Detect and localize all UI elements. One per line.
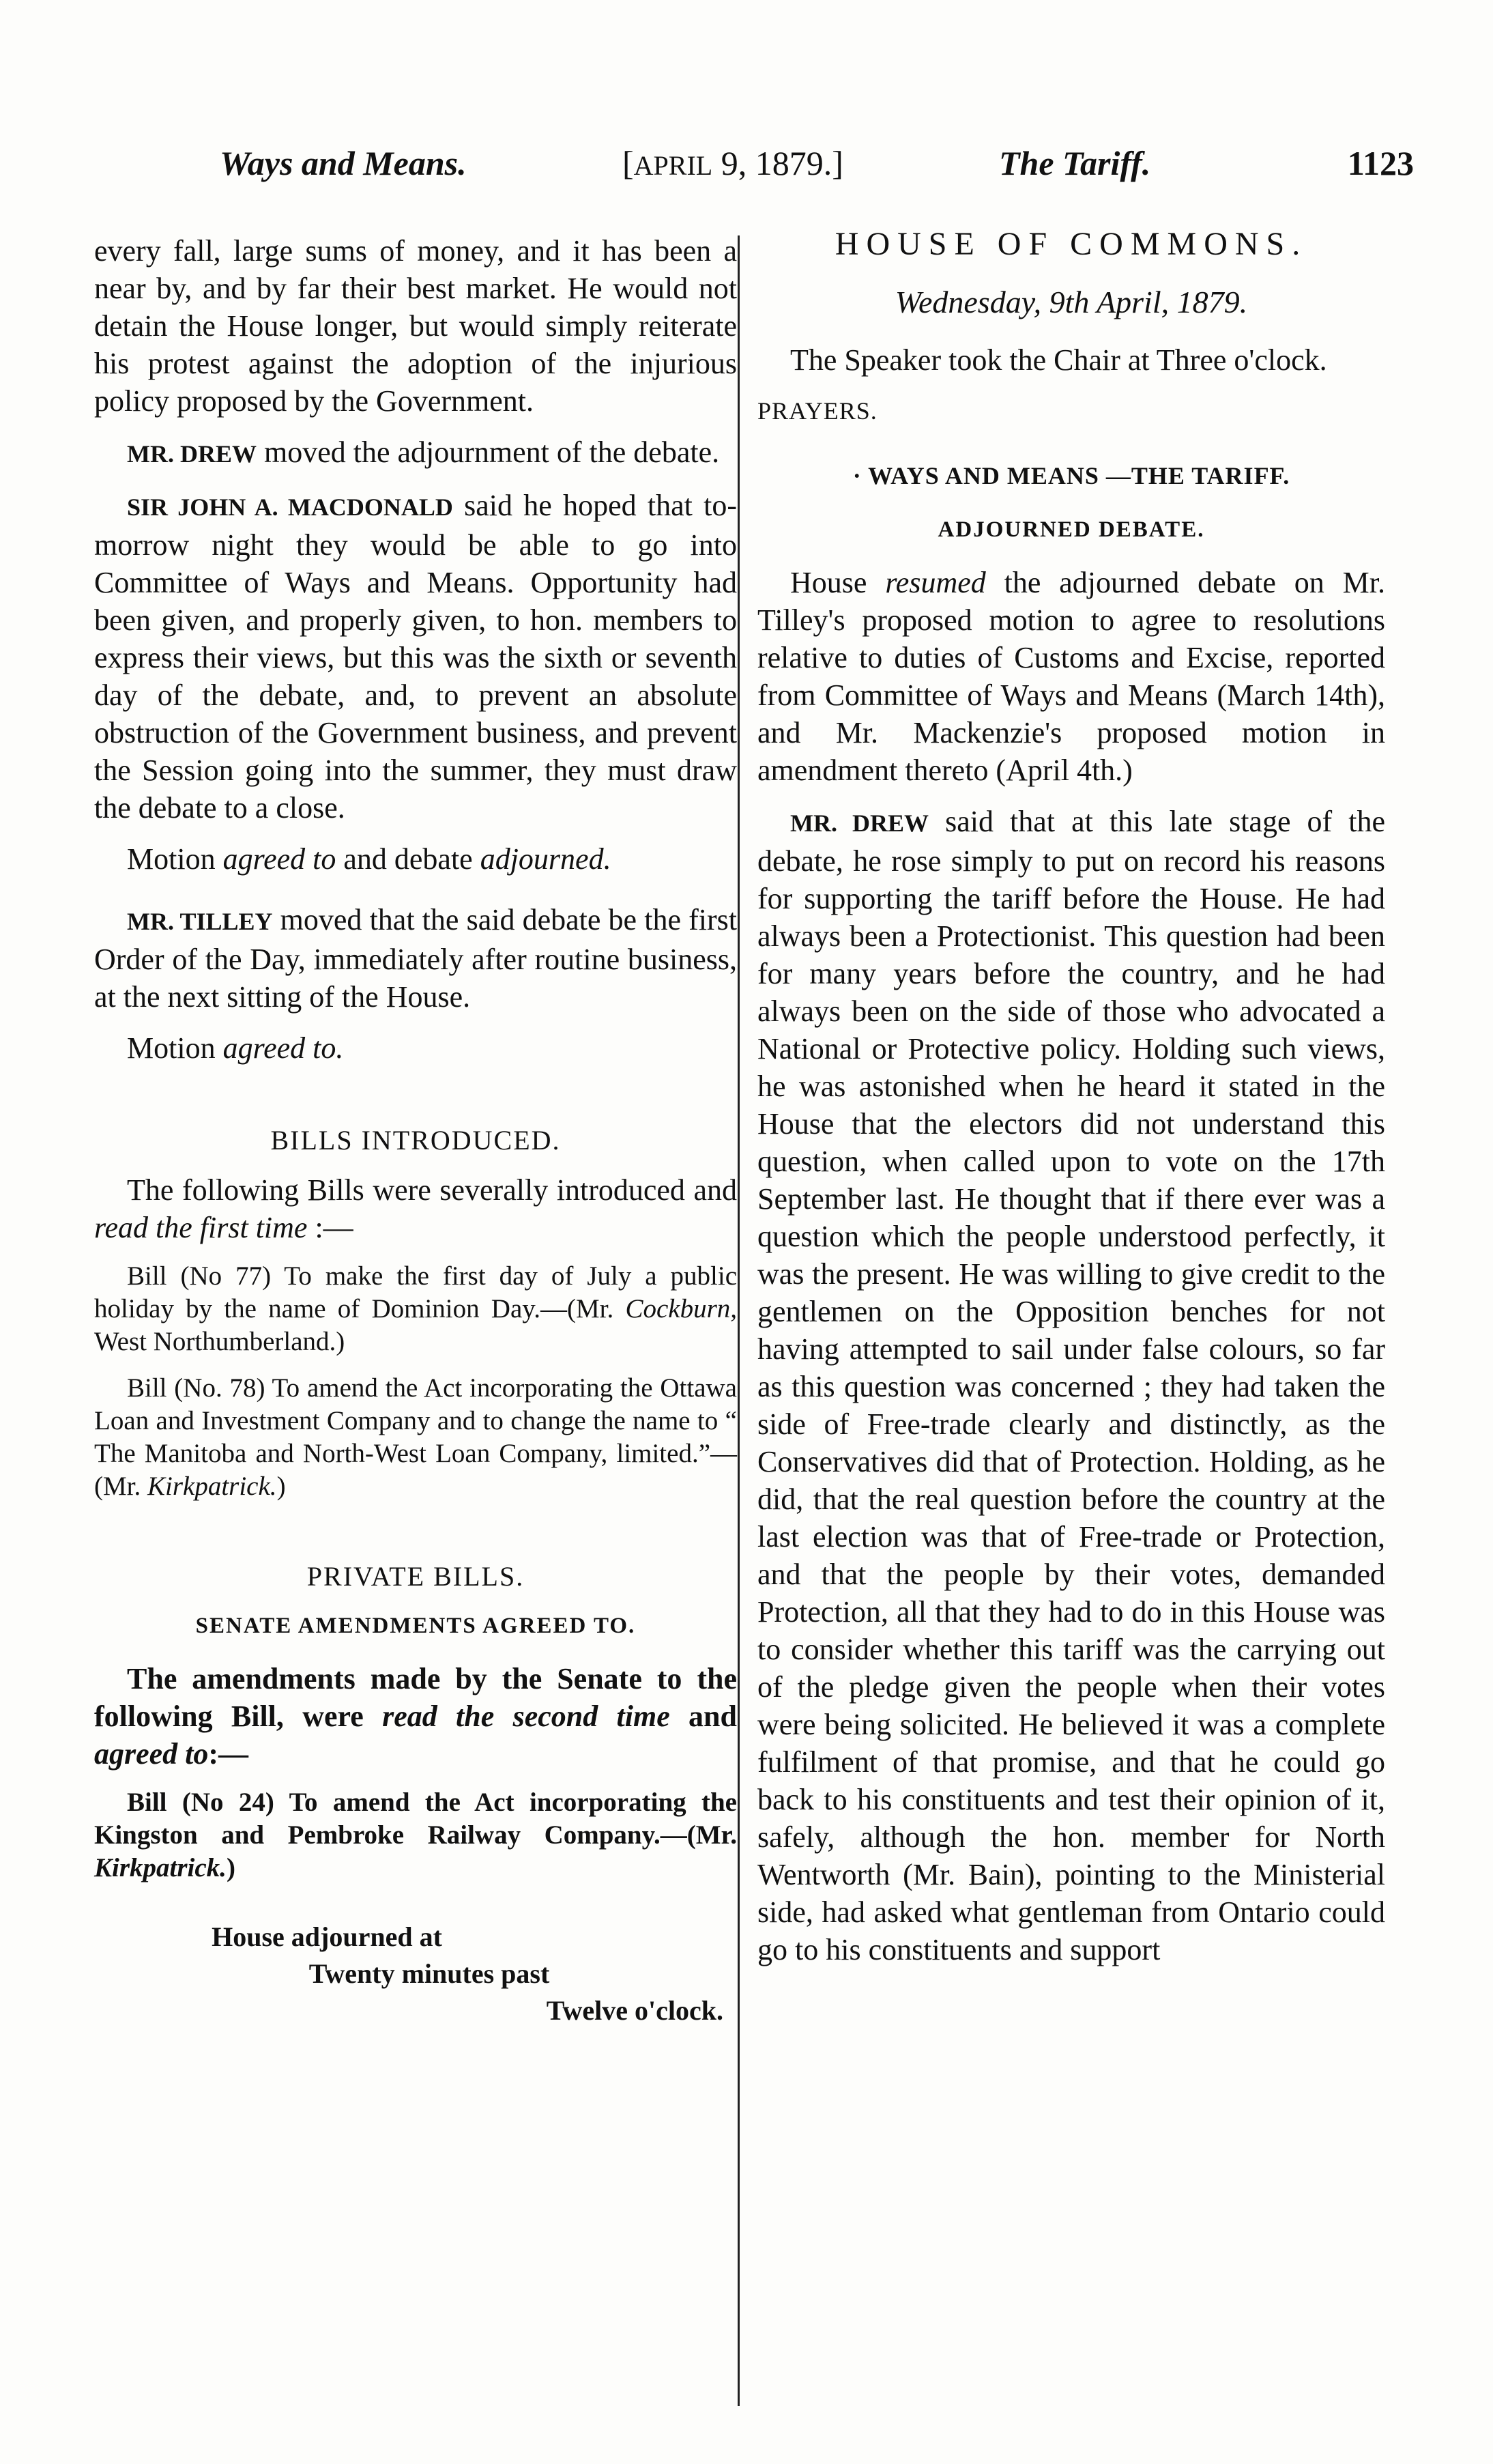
header-topic: The Tariff. — [999, 144, 1151, 182]
house-adjourned-note: House adjourned at Twenty minutes past Twelve o'clock. — [212, 1921, 723, 2026]
speaker-name: MR. DREW — [790, 810, 929, 837]
motion-adjourned: Motion agreed to and debate adjourned. — [127, 842, 611, 876]
left-column — [94, 232, 737, 2029]
column-divider — [738, 235, 740, 2406]
drew-motion: MR. DREW moved the adjournment of the debate. — [127, 435, 720, 469]
speaker-name: MR. DREW — [127, 440, 257, 468]
drew-speech: MR. DREW said that at this late stage of the debate, he rose simply to put on record his reasons for supporting the tariff before the House. He had always been a Protectionist. This question had been for many years before the country, and he had always been on the side of those who advocated a National or Protective policy. Holding such views, he was astonished when he heard it stated in the House that the electors did not understand this question, when called upon to vote on the 17th September last. He thought that if there ever was a question which the people understood perfectly, it was the present. He was willing to give credit to the gentlemen on the Opposition benches for not having attempted to sail under false colours, so far as this question was concerned ; they had taken the side of Free-trade clearly and distinctly, as the Conservatives did that of Protection. Holding, as he did, that the real question before the country at the last election was that of Free-trade or Protection, and that the people by their votes, demanded Protection, all that they had to do in this House was to consider whether this tariff was the carrying out of the pledge given the people when their votes were being solicited. He believed it was a complete fulfilment of that promise, and that he could go back to his constituents and test their opinion of it, safely, although the hon. member for North Wentworth (Mr. Bain), pointing to the Ministerial side, had asked what gentleman from Ontario could go to his constituents and support — [757, 805, 1385, 1966]
right-column — [757, 225, 1385, 1982]
speaker-chair: The Speaker took the Chair at Three o'clock. — [790, 343, 1327, 377]
header-section: Ways and Means. — [220, 144, 467, 182]
senate-amendments-text: The amendments made by the Senate to the following Bill, were read the second time and agreed to:— — [94, 1662, 737, 1771]
bill-24: Bill (No 24) To amend the Act incorporating the Kingston and Pembroke Railway Company.—(Mr. Kirkpatrick.) — [94, 1788, 737, 1882]
bills-introduced-heading: BILLS INTRODUCED. — [270, 1125, 561, 1156]
debate-resumed: House resumed the adjourned debate on Mr. Tilley's proposed motion to agree to resolutions relative to duties of Customs and Excise, reported from Committee of Ways and Means (March 14th), and Mr. Mackenzie's proposed motion in amendment thereto (April 4th.) — [757, 566, 1385, 787]
speaker-name: SIR JOHN A. MACDONALD — [127, 493, 453, 521]
adjourned-debate-subhead: ADJOURNED DEBATE. — [938, 517, 1205, 542]
running-header — [186, 142, 1414, 190]
paragraph-continued: every fall, large sums of money, and it has been a near by, and by far their best market. He would not detain the House longer, but would simply reiterate his protest against the adoption of the injurious policy proposed by the Government. — [94, 234, 737, 418]
prayers-label: PRAYERS. — [757, 397, 878, 425]
private-bills-heading: PRIVATE BILLS. — [306, 1561, 525, 1592]
bill-77: Bill (No 77) To make the first day of July a public holiday by the name of Dominion Day.—(Mr. Cockburn, West Northumberland.) — [94, 1261, 737, 1356]
bill-78: Bill (No. 78) To amend the Act incorporating the Ottawa Loan and Investment Company and to change the name to “ The Manitoba and North-West Loan Company, limited.”—(Mr. Kirkpatrick.) — [94, 1373, 737, 1501]
sitting-date: Wednesday, 9th April, 1879. — [895, 285, 1248, 319]
senate-amendments-subhead: SENATE AMENDMENTS AGREED TO. — [195, 1614, 636, 1638]
tilley-motion: MR. TILLEY moved that the said debate be the first Order of the Day, immediately after routine business, at the next sitting of the House. — [94, 903, 737, 1014]
page-number: 1123 — [1347, 144, 1414, 182]
ways-and-means-topic: · WAYS AND MEANS —THE TARIFF. — [852, 462, 1290, 489]
motion-agreed: Motion agreed to. — [127, 1031, 344, 1065]
bills-intro: The following Bills were severally introduced and read the first time :— — [94, 1173, 737, 1244]
header-date: [APRIL 9, 1879.] — [622, 144, 843, 182]
macdonald-speech: SIR JOHN A. MACDONALD said he hoped that to-morrow night they would be able to go into Committee of Ways and Means. Opportunity had been given, and properly given, to hon. members to express their views, but this was the sixth or seventh day of the debate, and, to prevent an absolute obstruction of the Government business, and prevent the Session going into the summer, they must draw the debate to a close. — [94, 489, 737, 825]
speaker-name: MR. TILLEY — [127, 908, 273, 935]
house-of-commons-title: HOUSE OF COMMONS. — [835, 226, 1308, 262]
